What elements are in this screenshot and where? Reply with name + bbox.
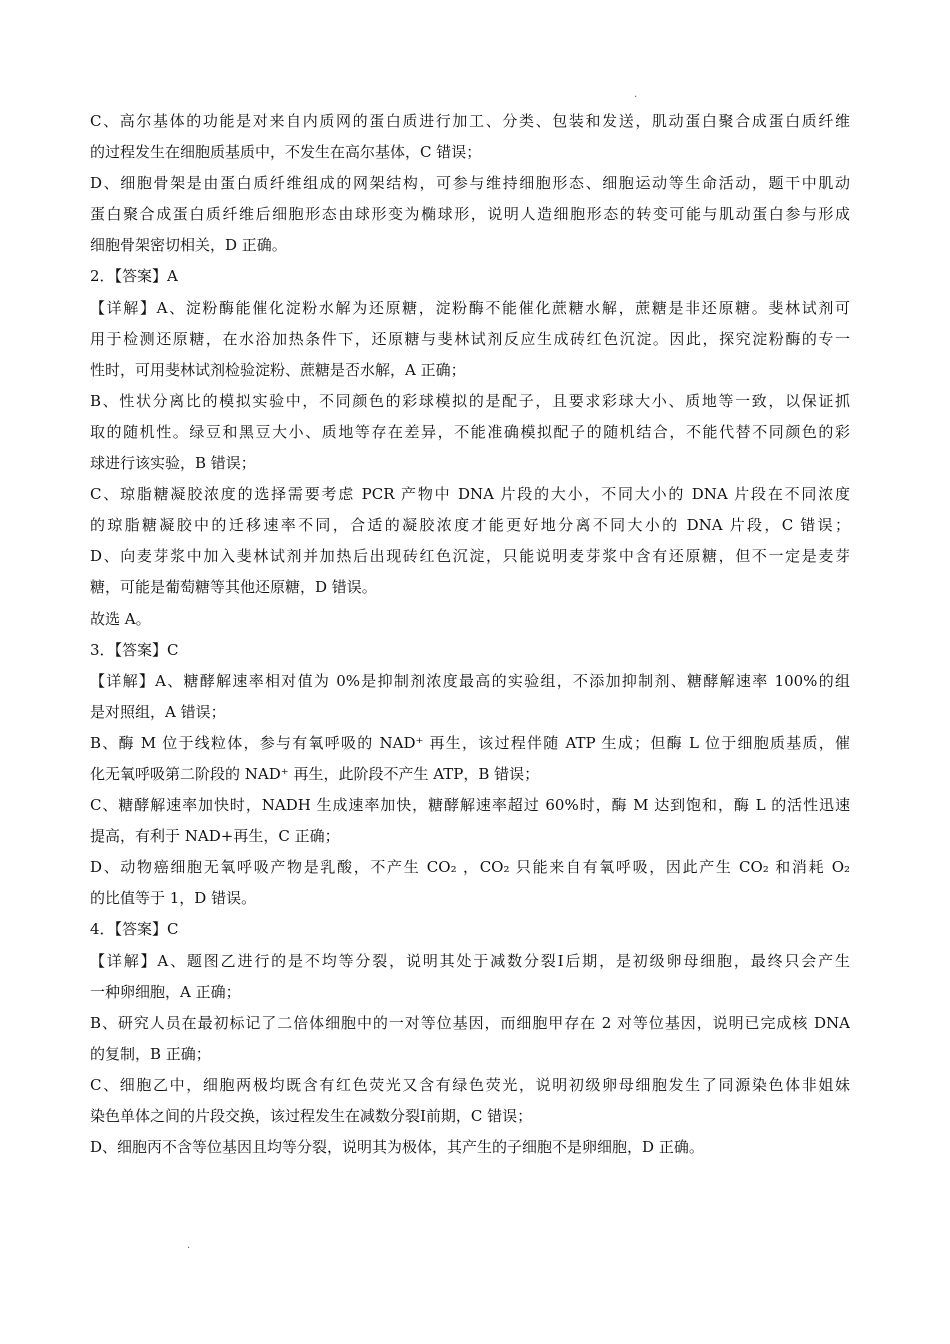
text-line: 蛋白聚合成蛋白质纤维后细胞形态由球形变为椭球形，说明人造细胞形态的转变可能与肌动蛋白参与形成 xyxy=(90,205,850,224)
text-line: D、向麦芽浆中加入斐林试剂并加热后出现砖红色沉淀，只能说明麦芽浆中含有还原糖，但不一定是麦芽 xyxy=(90,547,850,566)
text-line: 化无氧呼吸第二阶段的 NAD⁺ 再生，此阶段不产生 ATP，B 错误； xyxy=(90,764,540,783)
text-line: 【详解】A、题图乙进行的是不均等分裂，说明其处于减数分裂Ⅰ后期，是初级卵母细胞，最终只会产生 xyxy=(90,951,850,970)
text-line: B、酶 M 位于线粒体，参与有氧呼吸的 NAD⁺ 再生，该过程伴随 ATP 生成；但酶 L 位于细胞质基质，催 xyxy=(90,733,850,752)
text-line: 的过程发生在细胞质基质中，不发生在高尔基体，C 错误； xyxy=(90,143,482,162)
text-line: 是对照组，A 错误； xyxy=(90,702,226,721)
text-line: 用于检测还原糖，在水浴加热条件下，还原糖与斐林试剂反应生成砖红色沉淀。因此，探究淀粉酶的专一 xyxy=(90,329,850,348)
text-line: D、细胞丙不含等位基因且均等分裂，说明其为极体，其产生的子细胞不是卵细胞，D 正确。 xyxy=(90,1138,704,1157)
text-line: 球进行该实验，B 错误； xyxy=(90,454,256,473)
bottom-dot-mark: . xyxy=(187,1240,191,1251)
text-line: 糖，可能是葡萄糖等其他还原糖，D 错误。 xyxy=(90,578,377,597)
text-line: 取的随机性。绿豆和黑豆大小、质地等存在差异，不能准确模拟配子的随机结合，不能代替不同颜色的彩 xyxy=(90,422,850,441)
text-line: 故选 A。 xyxy=(90,609,151,628)
text-line: 4．【答案】C xyxy=(90,920,179,939)
top-dot-mark: . xyxy=(634,89,638,100)
text-line: 的比值等于 1，D 错误。 xyxy=(90,889,257,908)
answer-explanations xyxy=(90,106,850,1163)
text-line: D、细胞骨架是由蛋白质纤维组成的网架结构，可参与维持细胞形态、细胞运动等生命活动，题干中肌动 xyxy=(90,174,850,193)
text-line: B、性状分离比的模拟实验中，不同颜色的彩球模拟的是配子，且要求彩球大小、质地等一致，以保证抓 xyxy=(90,391,850,410)
text-line: 细胞骨架密切相关，D 正确。 xyxy=(90,236,287,255)
text-line: D、动物癌细胞无氧呼吸产物是乳酸，不产生 CO₂ ，CO₂ 只能来自有氧呼吸，因此产生 CO₂ 和消耗 O₂ xyxy=(90,858,850,877)
text-line: 的琼脂糖凝胶中的迁移速率不同，合适的凝胶浓度才能更好地分离不同大小的 DNA 片段，C 错误； xyxy=(90,516,850,535)
text-line: C、琼脂糖凝胶浓度的选择需要考虑 PCR 产物中 DNA 片段的大小，不同大小的 DNA 片段在不同浓度 xyxy=(90,485,850,504)
text-line: 的复制，B 正确； xyxy=(90,1044,211,1063)
text-line: 提高，有利于 NAD+再生，C 正确； xyxy=(90,827,340,846)
text-line: C、细胞乙中，细胞两极均既含有红色荧光又含有绿色荧光，说明初级卵母细胞发生了同源染色体非姐妹 xyxy=(90,1075,850,1094)
text-line: B、研究人员在最初标记了二倍体细胞中的一对等位基因，而细胞甲存在 2 对等位基因，说明已完成核 DNA xyxy=(90,1013,850,1032)
text-line: C、糖酵解速率加快时，NADH 生成速率加快，糖酵解速率超过 60%时，酶 M 达到饱和，酶 L 的活性迅速 xyxy=(90,796,850,815)
text-line: 【详解】A、淀粉酶能催化淀粉水解为还原糖，淀粉酶不能催化蔗糖水解，蔗糖是非还原糖。斐林试剂可 xyxy=(90,298,850,317)
text-line: 性时，可用斐林试剂检验淀粉、蔗糖是否水解，A 正确； xyxy=(90,360,466,379)
text-line: 染色单体之间的片段交换，该过程发生在减数分裂Ⅰ前期，C 错误； xyxy=(90,1107,533,1125)
text-line: C、高尔基体的功能是对来自内质网的蛋白质进行加工、分类、包装和发送，肌动蛋白聚合成蛋白质纤维 xyxy=(90,112,850,130)
text-line: 3．【答案】C xyxy=(90,640,179,659)
text-line: 【详解】A、糖酵解速率相对值为 0%是抑制剂浓度最高的实验组，不添加抑制剂、糖酵解速率 100%的组 xyxy=(90,671,850,690)
text-line: 2．【答案】A xyxy=(90,267,178,286)
text-line: 一种卵细胞，A 正确； xyxy=(90,982,241,1001)
